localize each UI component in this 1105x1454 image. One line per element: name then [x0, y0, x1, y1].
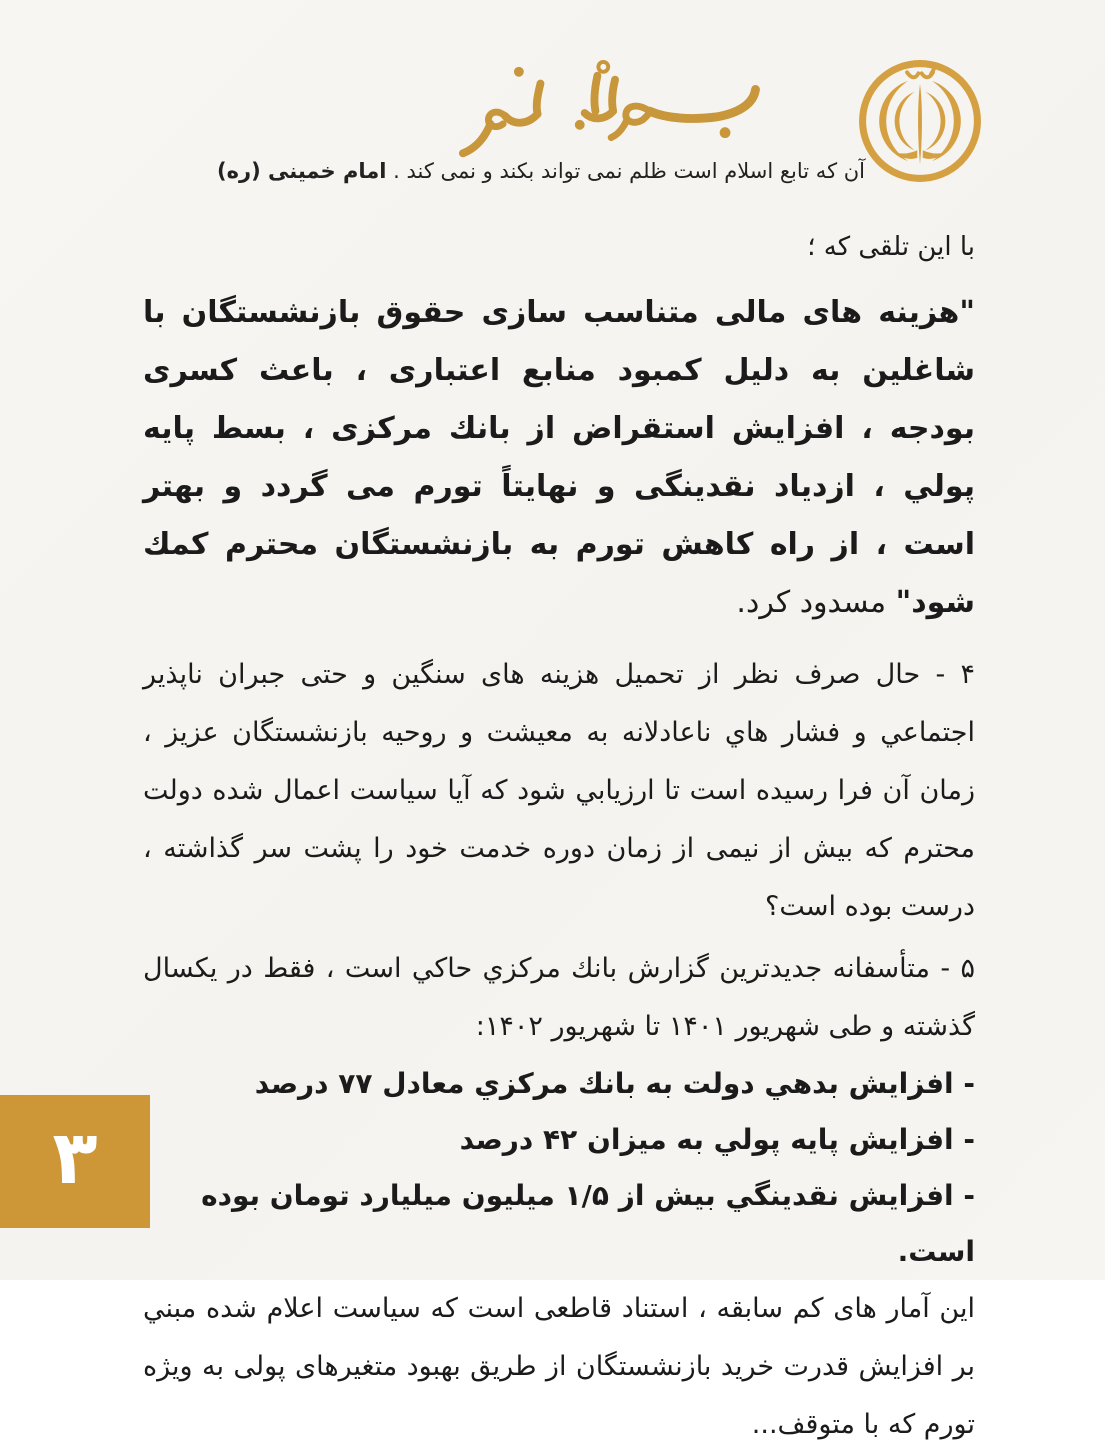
bismillah-calligraphy — [420, 60, 765, 168]
closing-paragraph: این آمار های کم سابقه ، استناد قاطعی است که سیاست اعلام شده مبني بر افزایش قدرت خرید بازنشستگان از طریق بهبود متغیرهای پولی به ویژه تورم که با متوقف... — [143, 1293, 975, 1440]
imam-quote — [217, 156, 865, 186]
stat-bullet-monetary-base: - افزایش پایه پولي به میزان ۴۲ درصد — [459, 1123, 975, 1156]
letter-body — [143, 226, 975, 1454]
stat-bullet-list — [143, 1056, 975, 1280]
page-number-badge — [0, 1095, 150, 1228]
iran-emblem-icon — [855, 56, 985, 186]
imam-quote-text: آن که تابع اسلام است ظلم نمی تواند بکند و نمی کند . — [393, 159, 865, 183]
quoted-policy-bold: "هزینه های مالی متناسب سازی حقوق بازنشستگان با شاغلین به دلیل کمبود منابع اعتباری ، باعث کسری بودجه ، افزایش استقراض از بانك مرکزی ، بسط پایه پولي ، ازدیاد نقدینگی و نهایتاً تورم می گردد و بهتر است ، از راه کاهش تورم به بازنشستگان محترم کمك شود" — [143, 295, 975, 620]
stat-bullet-liquidity: - افزایش نقدینگي بیش از ۱/۵ میلیون میلیارد تومان بوده است. — [201, 1179, 975, 1268]
paragraph-item-5: ۵ - متأسفانه جدیدترین گزارش بانك مرکزي حاکي است ، فقط در یکسال گذشته و طی شهریور ۱۴۰۱ تا شهریور ۱۴۰۲: — [143, 953, 975, 1042]
paragraph-item-4: ۴ - حال صرف نظر از تحمیل هزینه های سنگین و حتی جبران ناپذیر اجتماعي و فشار هاي ناعادلانه به معیشت و روحیه بازنشستگان عزیز ، زمان آن فرا رسیده است تا ارزیابي شود که آیا سیاست اعمال شده دولت محترم که بیش از نیمی از زمان دوره خدمت خود را پشت سر گذاشته ، درست بوده است؟ — [143, 659, 975, 922]
stat-bullet-debt: - افزایش بدهي دولت به بانك مرکزي معادل ۷۷ درصد — [254, 1067, 975, 1100]
page-number: ۳ — [52, 1114, 98, 1201]
quoted-policy-tail: مسدود کرد. — [736, 585, 896, 620]
quote-attribution: امام خمینی (ره) — [217, 159, 387, 183]
quoted-policy-paragraph — [143, 284, 975, 632]
intro-line: با این تلقی که ؛ — [807, 232, 975, 262]
